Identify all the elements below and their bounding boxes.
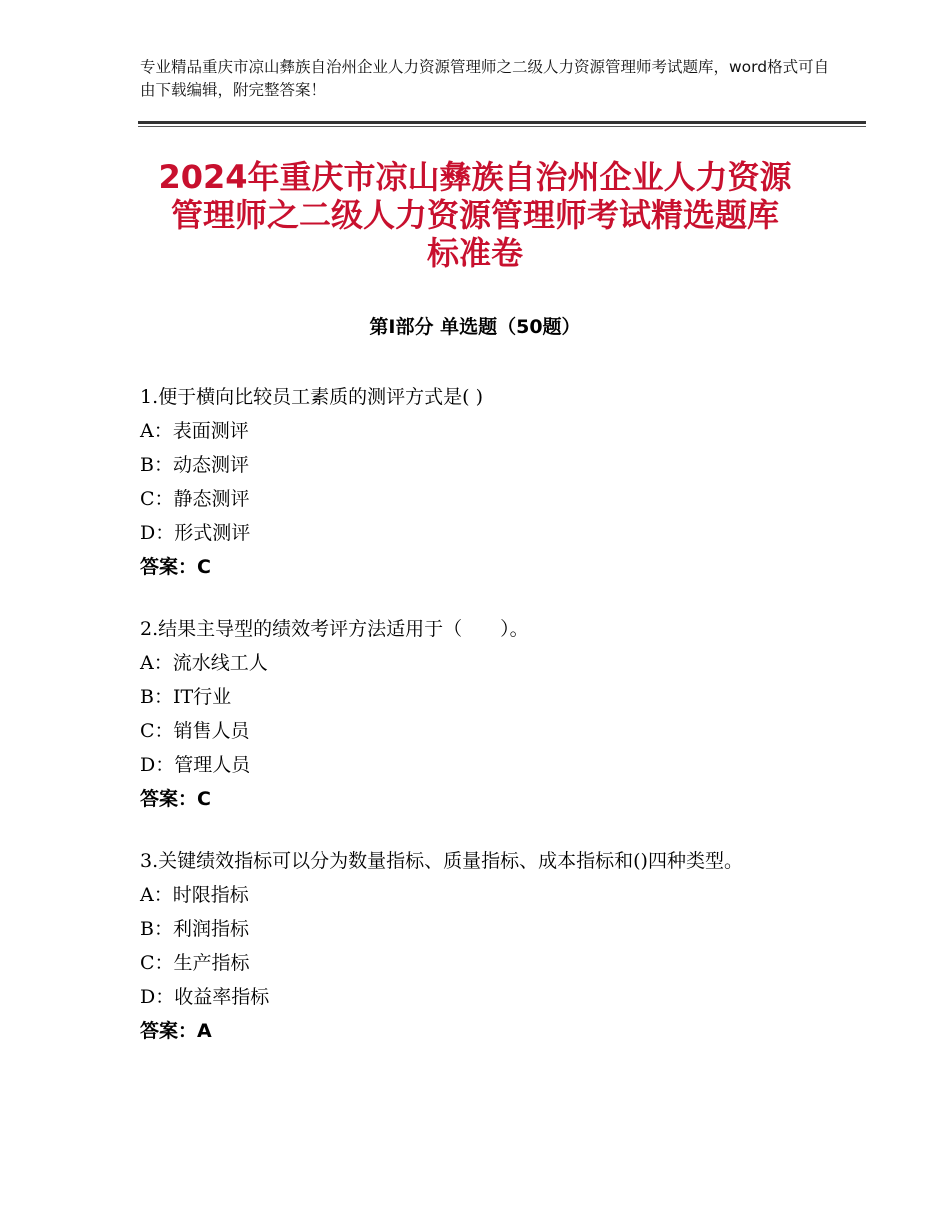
document-title-line-1: 2024年重庆市凉山彝族自治州企业人力资源: [158, 158, 792, 196]
question-1: [140, 380, 820, 584]
option-a: A：表面测评: [140, 420, 249, 442]
option-c: C：销售人员: [140, 720, 250, 742]
question-3: [140, 844, 820, 1048]
option-a: A：流水线工人: [140, 652, 268, 674]
document-title-line-2: 管理师之二级人力资源管理师考试精选题库: [170, 196, 779, 234]
option-d: D：管理人员: [140, 754, 251, 776]
question-list: [140, 380, 820, 1076]
answer: 答案：A: [140, 1020, 212, 1042]
section-title: 第Ⅰ部分 单选题（50题）: [369, 316, 581, 338]
document-title: [100, 158, 850, 272]
header-divider-thin: [138, 126, 866, 127]
document-title-line-3: 标准卷: [426, 234, 523, 272]
answer: 答案：C: [140, 556, 211, 578]
option-d: D：收益率指标: [140, 986, 270, 1008]
question-stem: 2.结果主导型的绩效考评方法适用于（ ）。: [140, 618, 529, 640]
option-b: B：动态测评: [140, 454, 249, 476]
header-note: 专业精品重庆市凉山彝族自治州企业人力资源管理师之二级人力资源管理师考试题库，word格式可自由下载编辑，附完整答案！: [140, 58, 830, 99]
option-b: B：IT行业: [140, 686, 232, 708]
question-2: [140, 612, 820, 816]
question-stem: 1.便于横向比较员工素质的测评方式是( ): [140, 386, 483, 408]
option-d: D：形式测评: [140, 522, 251, 544]
header-divider-thick: [138, 121, 866, 124]
option-b: B：利润指标: [140, 918, 249, 940]
question-stem: 3.关键绩效指标可以分为数量指标、质量指标、成本指标和()四种类型。: [140, 850, 743, 872]
option-a: A：时限指标: [140, 884, 249, 906]
option-c: C：静态测评: [140, 488, 250, 510]
option-c: C：生产指标: [140, 952, 250, 974]
answer: 答案：C: [140, 788, 211, 810]
